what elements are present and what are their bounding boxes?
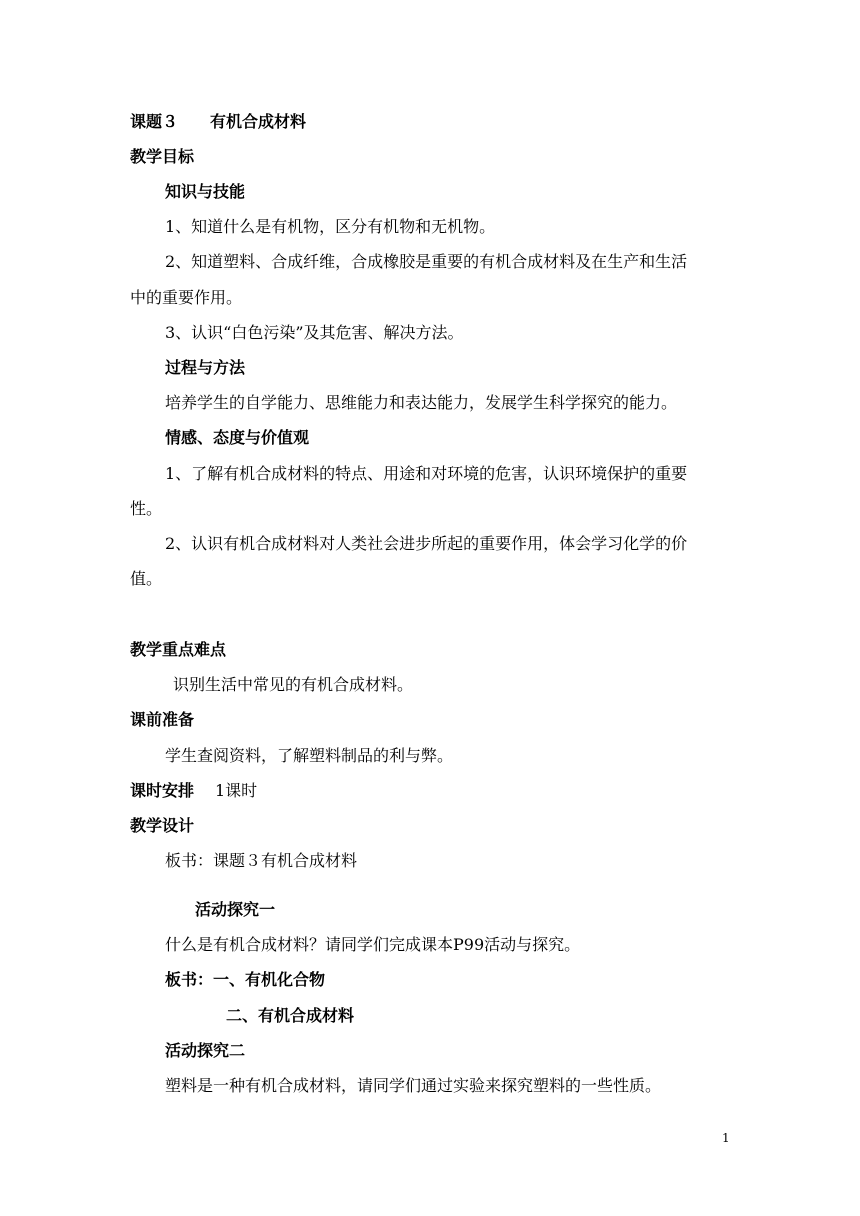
process-method-heading: 过程与方法 — [165, 358, 246, 377]
knowledge-skills-heading: 知识与技能 — [165, 182, 246, 201]
emotion-item-2-line-2: 值。 — [130, 569, 163, 588]
emotion-item-1-line-1: 1、了解有机合成材料的特点、用途和对环境的危害，认识环境保护的重要 — [165, 464, 688, 483]
knowledge-item-1: 1、知道什么是有机物，区分有机物和无机物。 — [165, 217, 496, 236]
emotion-item-2-line-1: 2、认识有机合成材料对人类社会进步所起的重要作用，体会学习化学的价 — [165, 534, 688, 553]
key-difficulty-heading: 教学重点难点 — [130, 640, 227, 659]
preparation-text: 学生查阅资料，了解塑料制品的利与弊。 — [165, 746, 454, 765]
emotion-item-1-line-2: 性。 — [130, 499, 163, 518]
board-2-line-1: 板书：一、有机化合物 — [165, 970, 326, 989]
lesson-title: 课题３ 有机合成材料 — [130, 112, 307, 131]
key-difficulty-text: 识别生活中常见的有机合成材料。 — [173, 675, 414, 694]
design-heading: 教学设计 — [130, 816, 195, 835]
page-number: 1 — [722, 1131, 730, 1145]
schedule-value: 1课时 — [215, 781, 258, 800]
activity-1-text: 什么是有机合成材料？请同学们完成课本P99活动与探究。 — [165, 935, 581, 954]
knowledge-item-3: 3、认识“白色污染”及其危害、解决方法。 — [165, 323, 464, 342]
schedule-label: 课时安排 — [130, 781, 195, 800]
board-1: 板书：课题３有机合成材料 — [165, 851, 358, 870]
activity-1-heading: 活动探究一 — [195, 900, 276, 919]
preparation-heading: 课前准备 — [130, 710, 195, 729]
process-method-text: 培养学生的自学能力、思维能力和表达能力，发展学生科学探究的能力。 — [165, 393, 678, 412]
activity-2-text: 塑料是一种有机合成材料，请同学们通过实验来探究塑料的一些性质。 — [165, 1076, 662, 1095]
knowledge-item-2-line-2: 中的重要作用。 — [130, 288, 243, 307]
activity-2-heading: 活动探究二 — [165, 1041, 246, 1060]
knowledge-item-2-line-1: 2、知道塑料、合成纤维，合成橡胶是重要的有机合成材料及在生产和生活 — [165, 252, 688, 271]
teaching-goals-heading: 教学目标 — [130, 147, 195, 166]
emotion-heading: 情感、态度与价值观 — [165, 428, 310, 447]
board-2-line-2: 二、有机合成材料 — [226, 1006, 355, 1025]
